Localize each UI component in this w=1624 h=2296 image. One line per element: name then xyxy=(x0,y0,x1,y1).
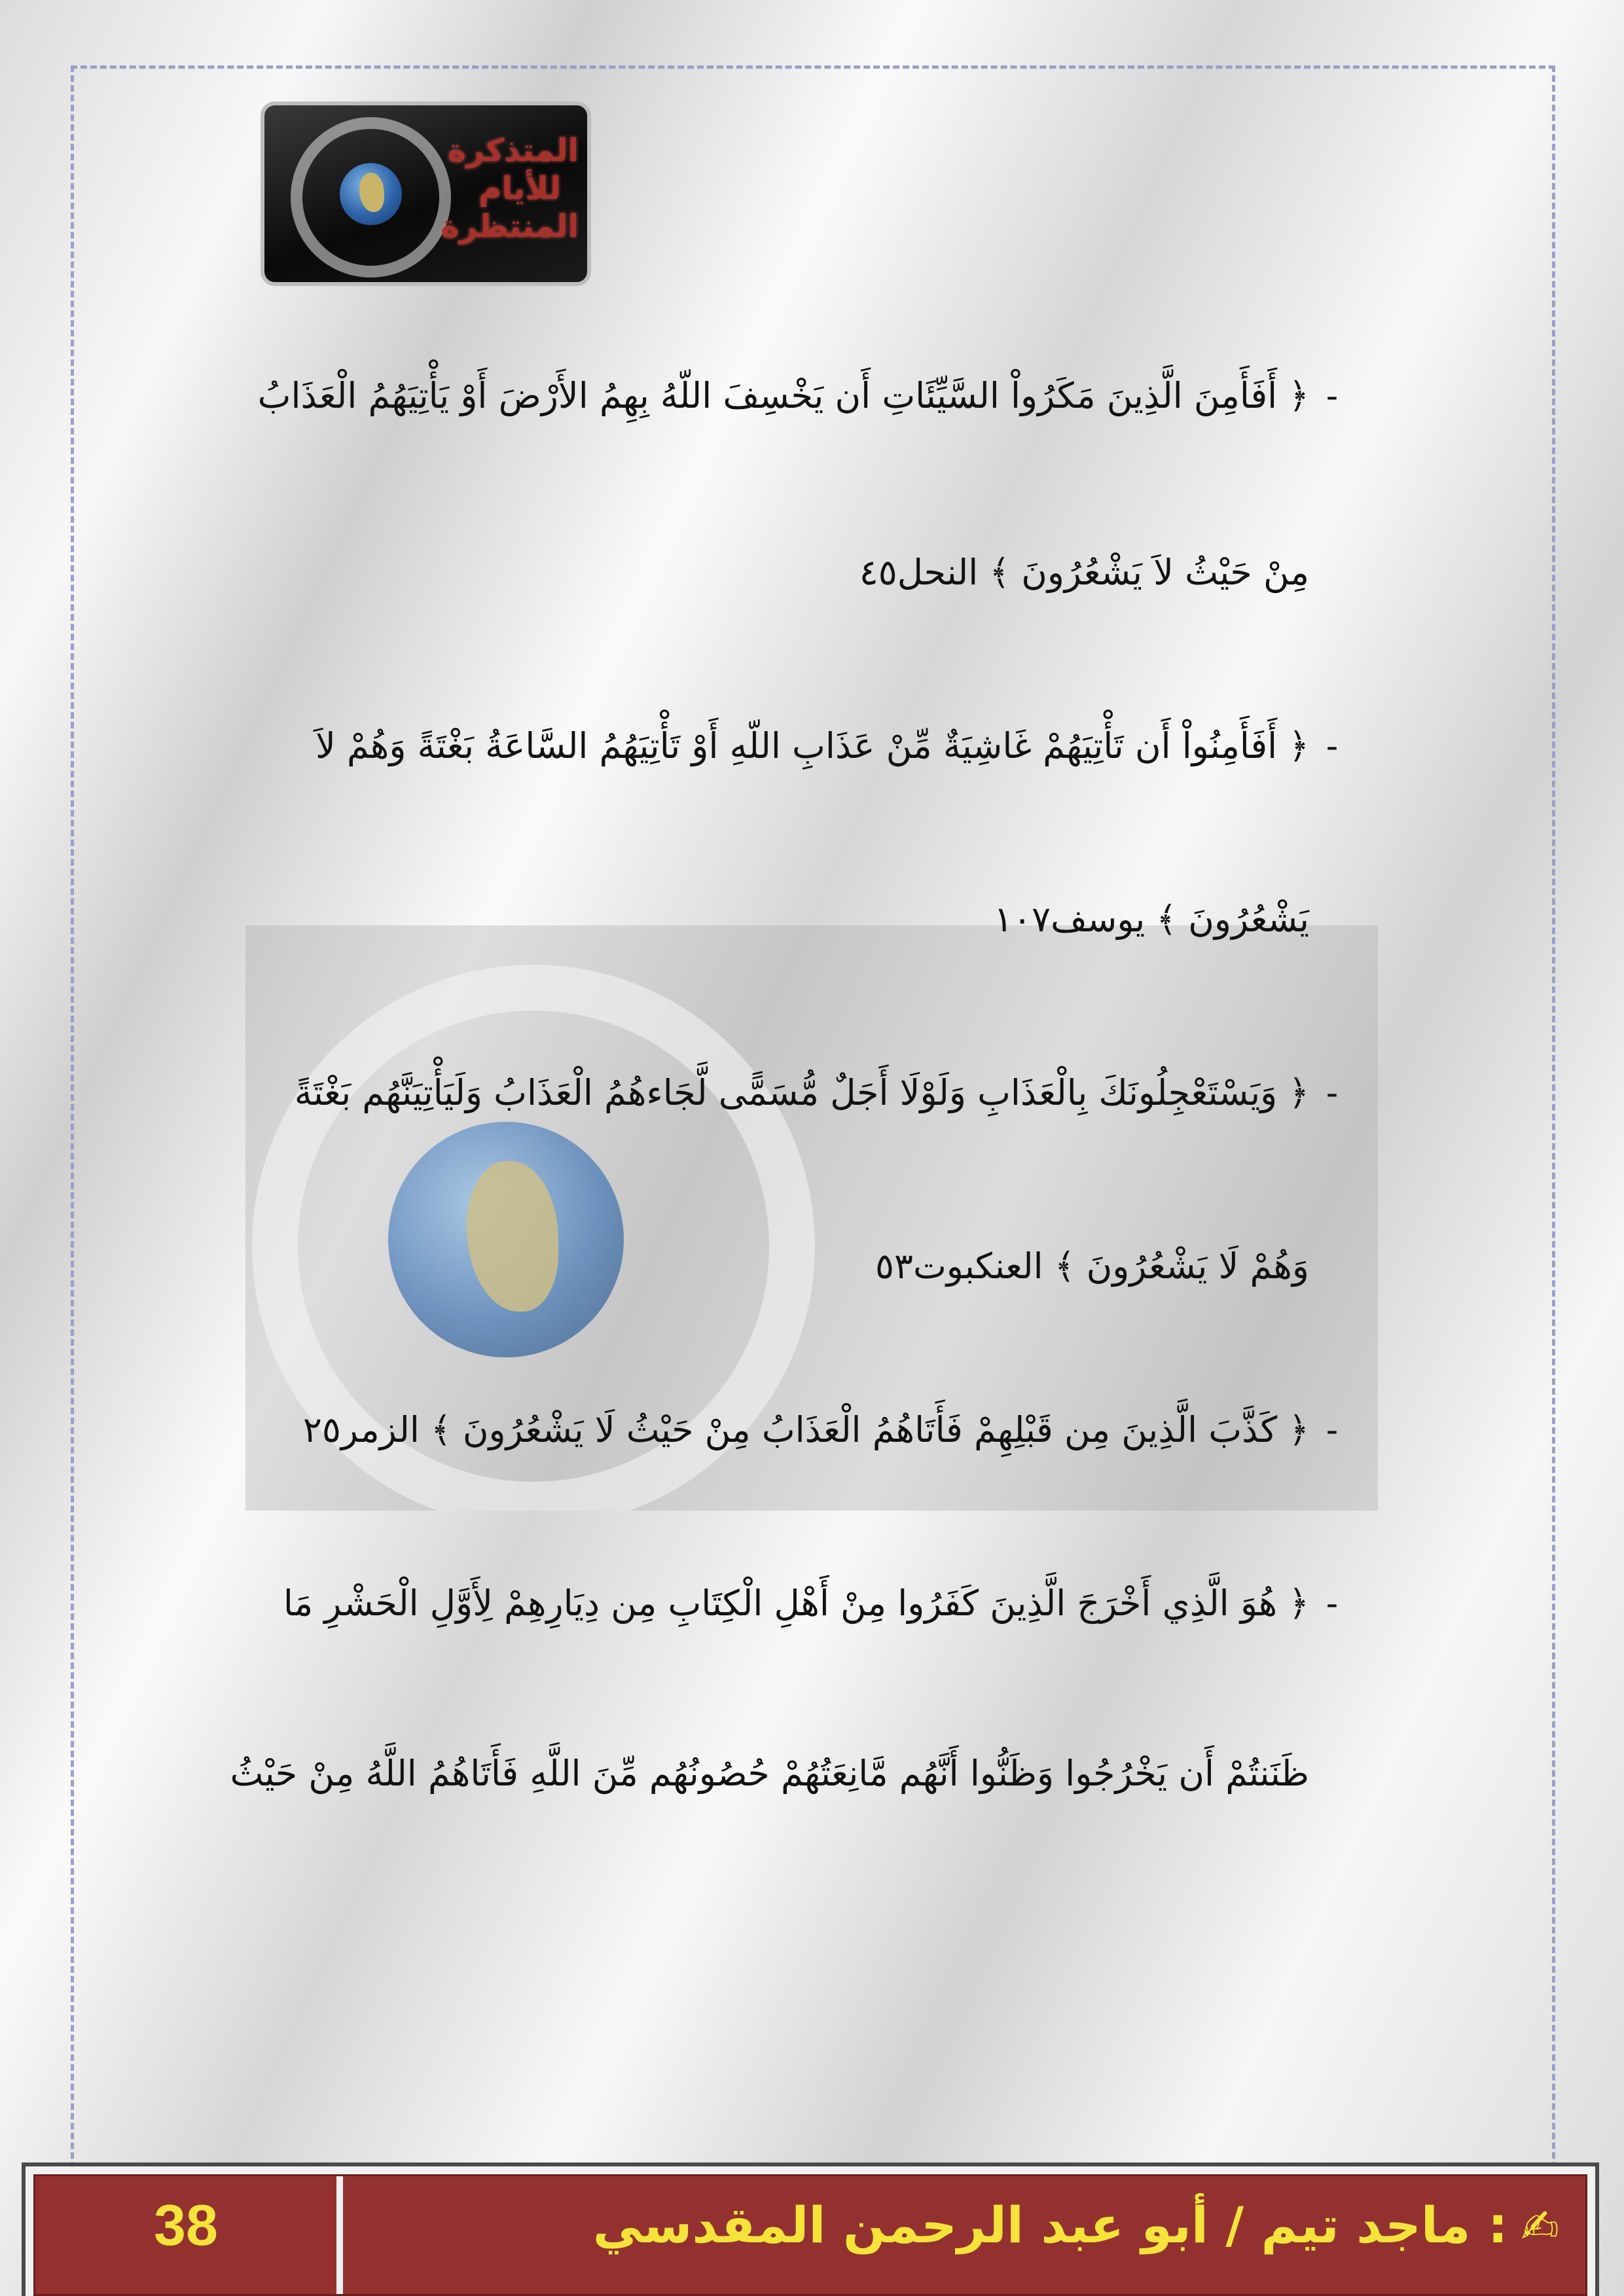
verse-line xyxy=(258,370,1355,422)
verse-text: ﴿ أَفَأَمِنَ الَّذِينَ مَكَرُواْ السَّيِّئَاتِ أَن يَخْسِفَ اللّهُ بِهِمُ الأَرْضَ أَوْ يَأْتِيَهُمُ الْعَذَابُ xyxy=(257,375,1309,416)
verse-text: ﴿ أَفَأَمِنُواْ أَن تَأْتِيَهُمْ غَاشِيَةٌ مِّنْ عَذَابِ اللّهِ أَوْ تَأْتِيَهُمُ السَّاعَةُ بَغْتَةً وَهُمْ لاَ xyxy=(316,725,1309,766)
watermark-globe-icon xyxy=(388,1122,624,1357)
verse-text: ﴿ وَيَسْتَعْجِلُونَكَ بِالْعَذَابِ وَلَوْلَا أَجَلٌ مُّسَمًّى لَّجَاءهُمُ الْعَذَابُ وَلَيَأْتِيَنَّهُم بَغْتَةً xyxy=(294,1072,1309,1113)
verse-line xyxy=(295,1067,1355,1119)
list-dash: - xyxy=(1326,375,1339,416)
verse-line xyxy=(316,720,1355,772)
list-dash: - xyxy=(1326,1583,1339,1624)
footer-divider xyxy=(336,2176,343,2294)
list-dash: - xyxy=(1326,1409,1339,1450)
pen-icon: ✍ xyxy=(1521,2200,1559,2253)
list-dash: - xyxy=(1326,1072,1339,1113)
globe-icon xyxy=(340,163,402,225)
logo-title: المتذكرة للأيام المنتظرة xyxy=(441,132,579,245)
verse-text: ظَنَنتُمْ أَن يَخْرُجُوا وَظَنُّوا أَنَّهُم مَّانِعَتُهُمْ حُصُونُهُم مِّنَ اللَّهِ فَأَتَاهُمُ اللَّهُ مِنْ حَيْثُ xyxy=(230,1753,1309,1794)
verse-line xyxy=(283,1577,1355,1630)
verse-line xyxy=(303,1404,1355,1456)
verse-line xyxy=(994,893,1309,946)
verse-line xyxy=(230,1748,1309,1800)
page-number: 38 xyxy=(154,2193,218,2257)
author-credit xyxy=(593,2176,1559,2294)
verse-text: ﴿ كَذَّبَ الَّذِينَ مِن قَبْلِهِمْ فَأَتَاهُمُ الْعَذَابُ مِنْ حَيْثُ لَا يَشْعُرُونَ ﴾ الزمر٢٥ xyxy=(302,1409,1309,1450)
site-logo xyxy=(261,101,591,286)
verse-text: وَهُمْ لَا يَشْعُرُونَ ﴾ العنكبوت٥٣ xyxy=(875,1246,1309,1287)
footer-bar xyxy=(33,2174,1587,2296)
verse-text: مِنْ حَيْثُ لاَ يَشْعُرُونَ ﴾ النحل٤٥ xyxy=(859,552,1309,593)
list-dash: - xyxy=(1326,725,1339,766)
author-name: : ماجد تيم / أبو عبد الرحمن المقدسي xyxy=(592,2196,1508,2254)
verse-line xyxy=(875,1240,1309,1293)
verse-text: ﴿ هُوَ الَّذِي أَخْرَجَ الَّذِينَ كَفَرُوا مِنْ أَهْلِ الْكِتَابِ مِن دِيَارِهِمْ لِأَوَّلِ الْحَشْرِ مَا xyxy=(283,1583,1309,1624)
verse-line xyxy=(859,547,1309,599)
verse-text: يَشْعُرُونَ ﴾ يوسف١٠٧ xyxy=(994,899,1309,940)
page-footer xyxy=(22,2162,1599,2296)
